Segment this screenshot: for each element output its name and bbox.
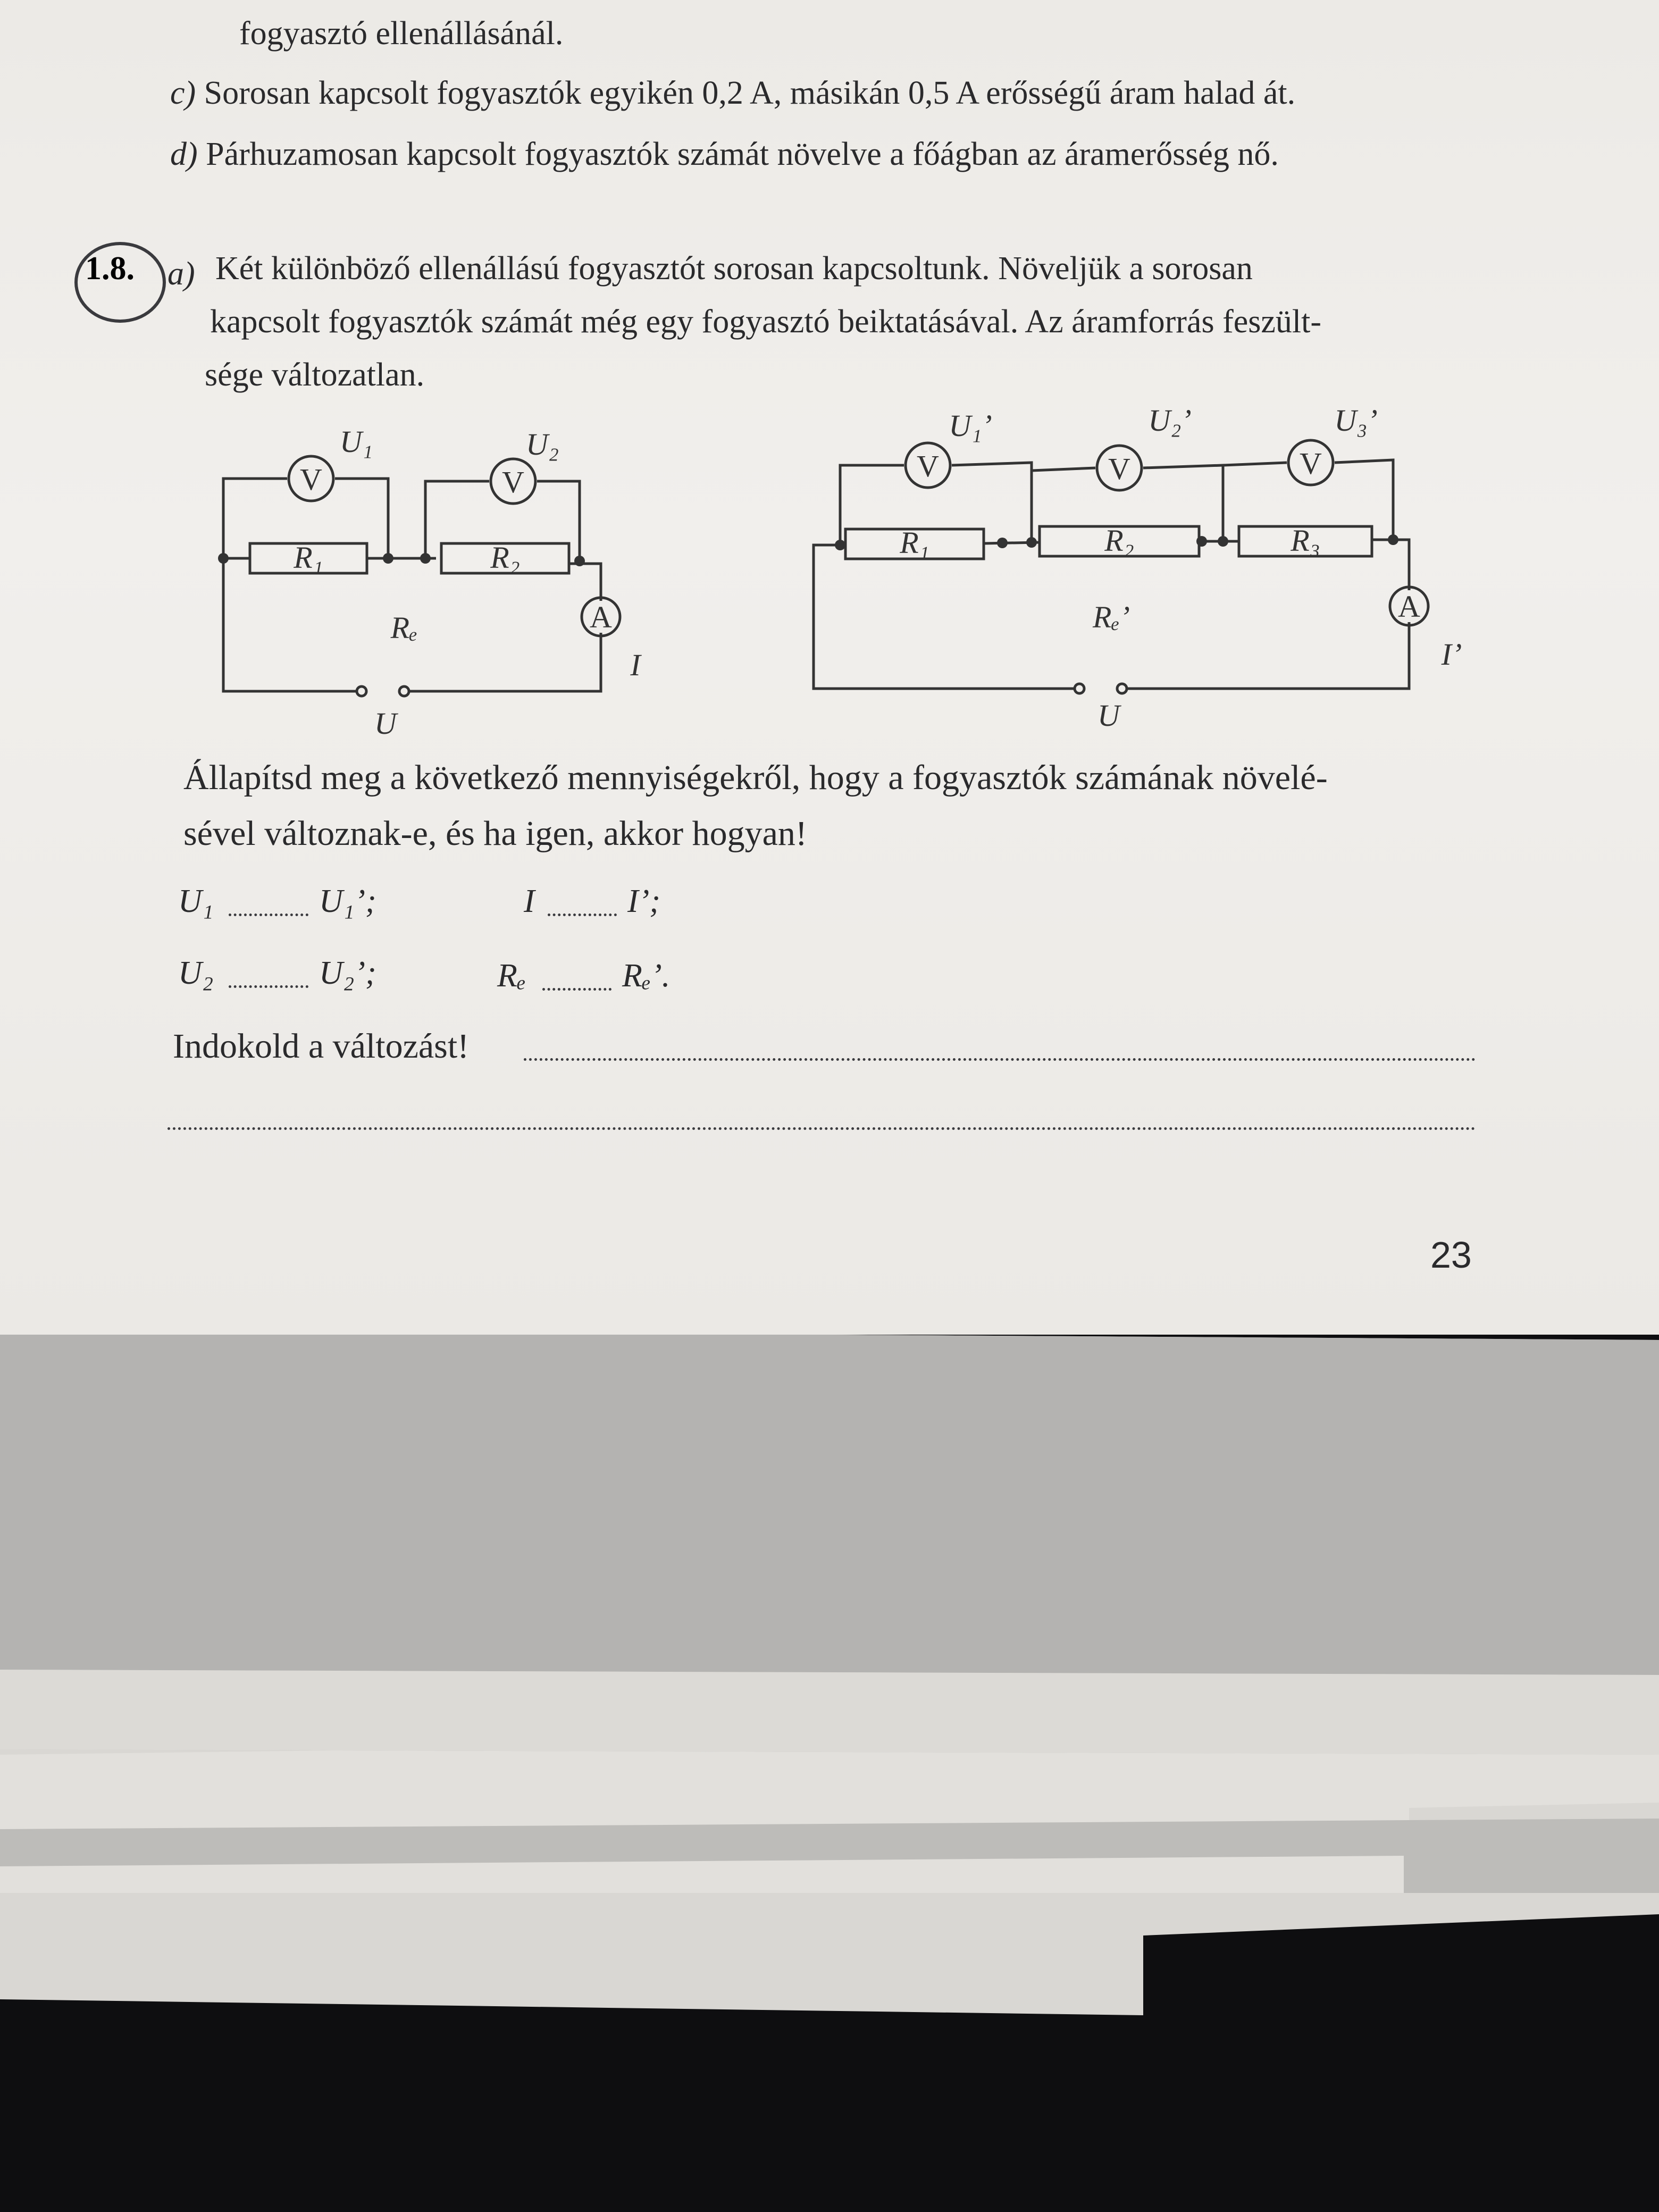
re-label: Rₑ	[390, 610, 418, 645]
reason-line-1[interactable]	[524, 1058, 1476, 1061]
r3-label-right: R₃	[1291, 523, 1320, 558]
ammeter-label: A	[590, 600, 612, 634]
compare-re: Rₑ	[497, 958, 526, 994]
item-c-text: Sorosan kapcsolt fogyasztók egyikén 0,2 A, másikán 0,5 A erősségű áram halad át.	[204, 75, 1296, 111]
question-line-2: sével változnak-e, és ha igen, akkor hogyan!	[183, 814, 807, 853]
reason-line-2[interactable]	[167, 1127, 1476, 1130]
circuit-diagram-right	[798, 399, 1478, 744]
compare-i-prime: I’;	[627, 883, 660, 919]
top-line: fogyasztó ellenállásánál.	[239, 15, 564, 52]
item-c	[170, 74, 1295, 112]
voltmeter-1-label: V	[300, 462, 322, 497]
ammeter-label-right: A	[1398, 589, 1420, 624]
u2-prime-label: U₂’	[1148, 403, 1192, 438]
item-d-text: Párhuzamosan kapcsolt fogyasztók számát növelve a főágban az áramerősség nő.	[206, 136, 1279, 172]
voltmeter-1-label-right: V	[917, 449, 939, 483]
blank-u1[interactable]	[229, 914, 308, 916]
item-c-letter: c)	[170, 75, 196, 111]
problem-line-3: sége változatlan.	[205, 357, 425, 393]
problem-line-1: Két különböző ellenállású fogyasztót sorosan kapcsoltunk. Növeljük a sorosan	[215, 250, 1253, 287]
compare-u2-prime: U₂’;	[319, 955, 376, 991]
blank-re[interactable]	[542, 988, 611, 991]
compare-u1: U₁	[178, 883, 214, 919]
compare-u1-prime: U₁’;	[319, 883, 376, 919]
current-label: I	[630, 648, 641, 682]
item-d-letter: d)	[170, 136, 198, 172]
r1-label: R₁	[294, 540, 323, 575]
r2-label-right: R₂	[1104, 523, 1134, 558]
question-line-1: Állapítsd meg a következő mennyiségekről, hogy a fogyasztók számának növelé-	[183, 758, 1328, 797]
voltmeter-3-label-right: V	[1300, 446, 1322, 481]
problem-line-2: kapcsolt fogyasztók számát még egy fogyasztó beiktatásával. Az áramforrás feszült-	[210, 304, 1321, 340]
compare-u2: U₂	[178, 955, 214, 991]
blank-u2[interactable]	[229, 985, 308, 988]
circuit-diagram-left	[191, 420, 659, 750]
r2-label: R₂	[490, 540, 520, 575]
u1-label: U₁	[339, 424, 373, 459]
voltage-label-right: U	[1097, 698, 1120, 733]
re-prime-label: Rₑ’	[1093, 600, 1130, 634]
voltage-label: U	[374, 706, 397, 741]
item-d	[170, 136, 1279, 173]
r1-label-right: R₁	[900, 525, 929, 560]
compare-i: I	[524, 883, 535, 919]
u3-prime-label: U₃’	[1334, 403, 1378, 438]
u2-label: U₂	[525, 427, 559, 462]
voltmeter-2-label: V	[502, 465, 524, 499]
problem-number: 1.8.	[85, 250, 135, 287]
u1-prime-label: U₁’	[949, 408, 992, 443]
blank-i[interactable]	[548, 914, 617, 916]
current-prime-label: I’	[1441, 637, 1462, 672]
voltmeter-2-label-right: V	[1108, 451, 1130, 486]
page-number: 23	[1430, 1234, 1472, 1276]
problem-part: a)	[167, 256, 195, 292]
compare-re-prime: Rₑ’.	[622, 958, 671, 994]
reason-label: Indokold a változást!	[173, 1027, 470, 1066]
